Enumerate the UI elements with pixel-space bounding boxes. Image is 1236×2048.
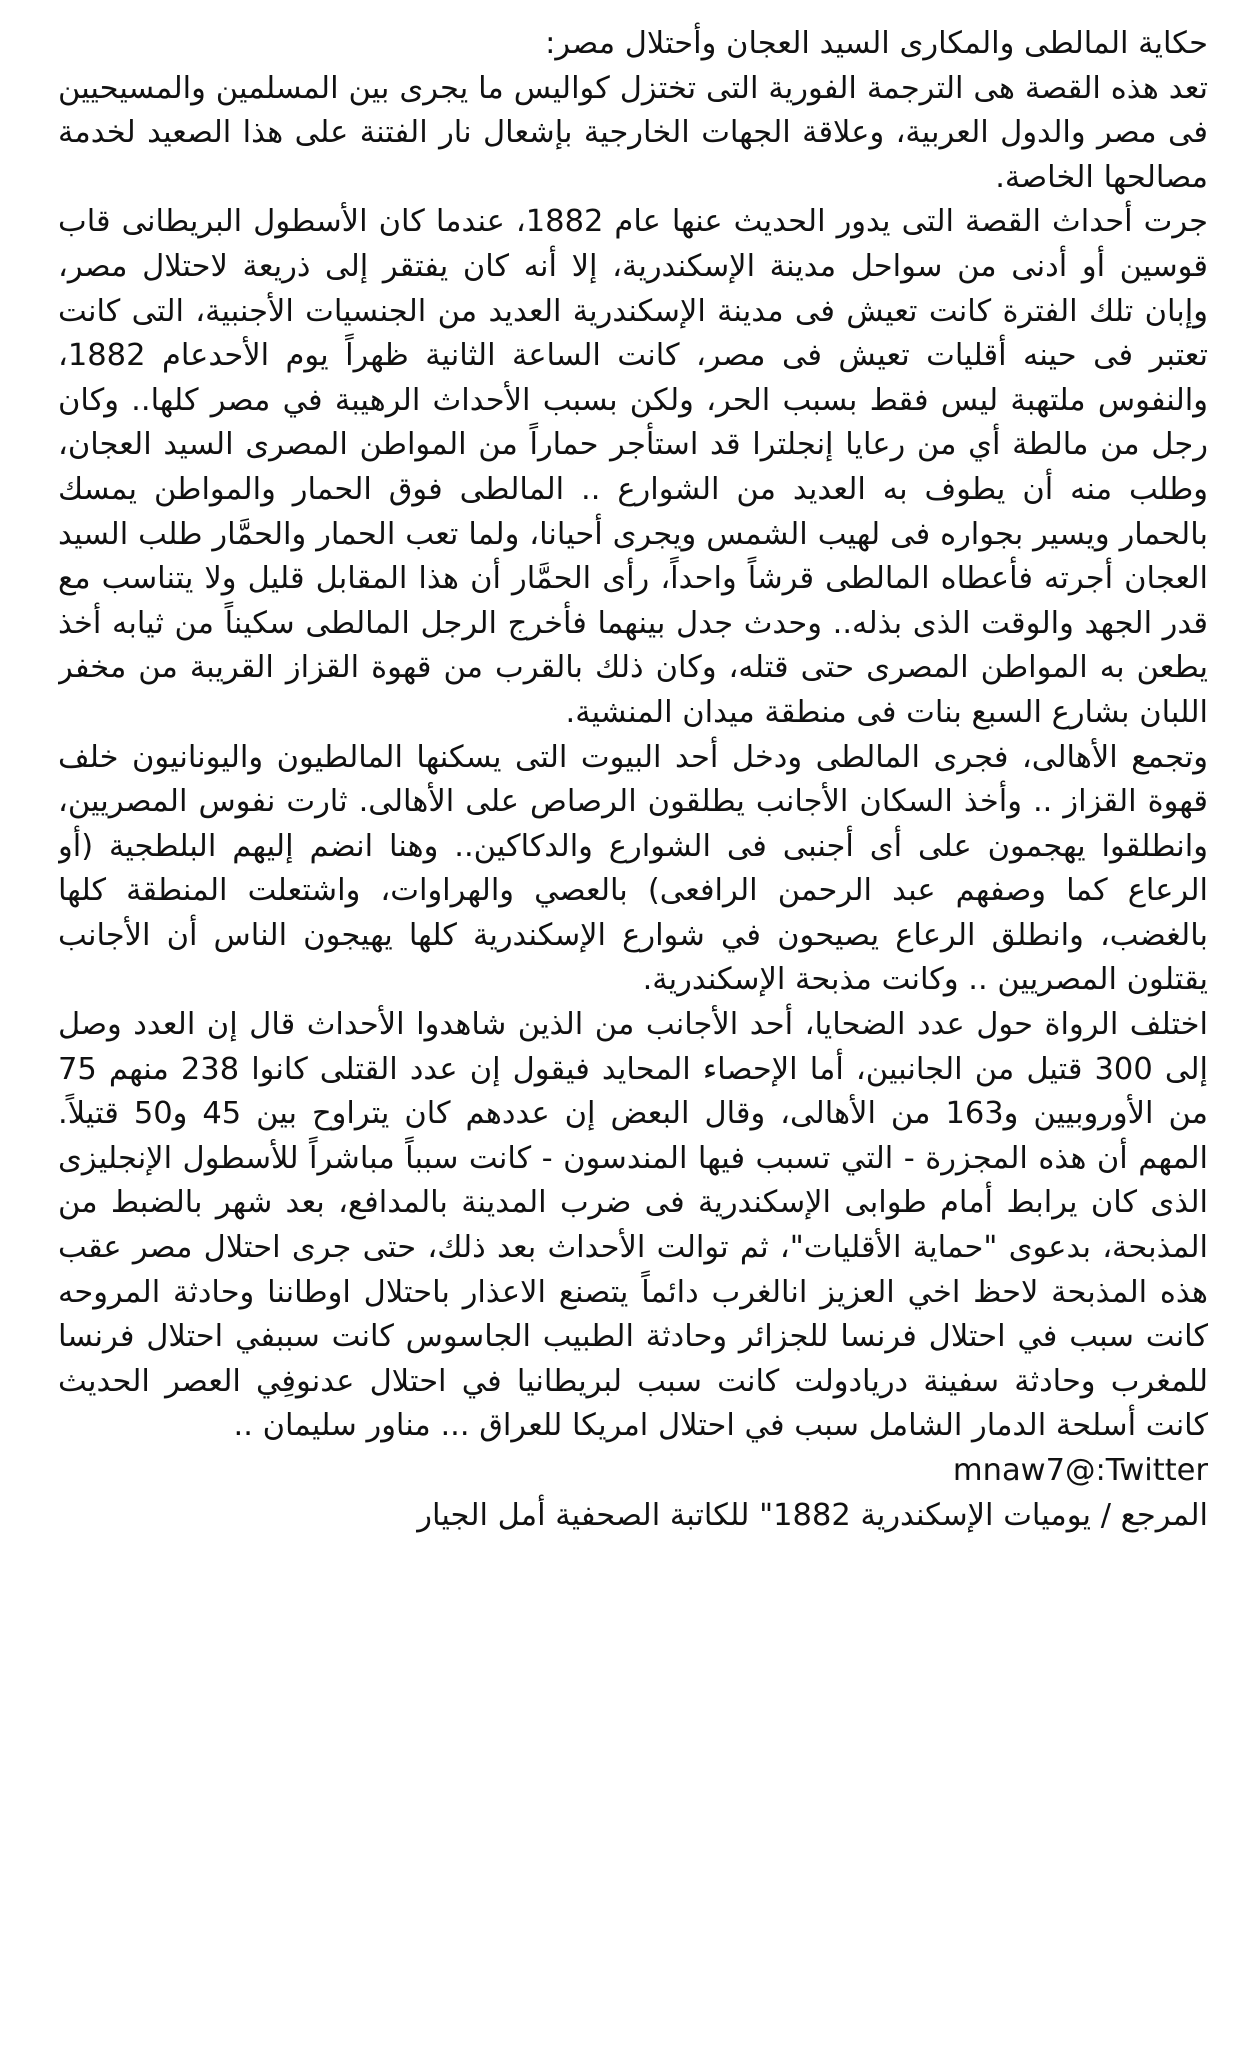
paragraph-riot: وتجمع الأهالى، فجرى المالطى ودخل أحد البيوت التى يسكنها المالطيون واليونانيون خلف قهوة القزاز .. وأخذ السكان الأجانب يطلقون الرصاص على الأهالى. ثارت نفوس المصريين، وانطلقوا يهجمون على أى أجنبى فى الشوارع والدكاكين.. وهنا انضم إليهم البلطجية (أو الرعاع كما وصفهم عبد الرحمن الرافعى) بالعصي والهراوات، واشتعلت المنطقة كلها بالغضب، وانطلق الرعاع يصيحون في شوارع الإسكندرية كلها يهيجون الناس أن الأجانب يقتلون المصريين .. وكانت مذبحة الإسكندرية. bbox=[58, 739, 1208, 998]
paragraph-intro: تعد هذه القصة هى الترجمة الفورية التى تختزل كواليس ما يجرى بين المسلمين والمسيحيين فى مصر والدول العربية، وعلاقة الجهات الخارجية بإشعال نار الفتنة على هذا الصعيد لخدمة مصالحها الخاصة. bbox=[58, 70, 1208, 195]
twitter-handle: mnaw7@:Twitter bbox=[952, 1453, 1208, 1488]
article-title: حكاية المالطى والمكارى السيد العجان وأحتلال مصر: bbox=[545, 26, 1208, 61]
paragraph-story: جرت أحداث القصة التى يدور الحديث عنها عام 1882، عندما كان الأسطول البريطانى قاب قوسين أو أدنى من سواحل مدينة الإسكندرية، إلا أنه كان يفتقر إلى ذريعة لاحتلال مصر، وإبان تلك الفترة كانت تعيش فى مدينة الإسكندرية العديد من الجنسيات الأجنبية، التى كانت تعتبر فى حينه أقليات تعيش فى مصر، كانت الساعة الثانية ظهراً يوم الأحدعام 1882، والنفوس ملتهبة ليس فقط بسبب الحر، ولكن بسبب الأحداث الرهيبة في مصر كلها.. وكان رجل من مالطة أي من رعايا إنجلترا قد استأجر حماراً من المواطن المصرى السيد العجان، وطلب منه أن يطوف به العديد من الشوارع .. المالطى فوق الحمار والمواطن يمسك بالحمار ويسير بجواره فى لهيب الشمس ويجرى أحيانا، ولما تعب الحمار والحمَّار طلب السيد العجان أجرته فأعطاه المالطى قرشاً واحداً، رأى الحمَّار أن هذا المقابل قليل ولا يتناسب مع قدر الجهد والوقت الذى بذله.. وحدث جدل بينهما فأخرج الرجل المالطى سكيناً من ثيابه أخذ يطعن به المواطن المصرى حتى قتله، وكان ذلك بالقرب من قهوة القزاز القريبة من مخفر اللبان بشارع السبع بنات فى منطقة ميدان المنشية. bbox=[58, 204, 1208, 730]
paragraph-aftermath: اختلف الرواة حول عدد الضحايا، أحد الأجانب من الذين شاهدوا الأحداث قال إن العدد وصل إلى 300 قتيل من الجانبين، أما الإحصاء المحايد فيقول إن عدد القتلى كانوا 238 منهم 75 من الأوروبيين و163 من الأهالى، وقال البعض إن عددهم كان يتراوح بين 45 و50 قتيلاً. المهم أن هذه المجزرة - التي تسبب فيها المندسون - كانت سبباً مباشراً للأسطول الإنجليزى الذى كان يرابط أمام طوابى الإسكندرية فى ضرب المدينة بالمدافع، بعد شهر بالضبط من المذبحة، بدعوى "حماية الأقليات"، ثم توالت الأحداث بعد ذلك، حتى جرى احتلال مصر عقب هذه المذبحة لاحظ اخي العزيز انالغرب دائماً يتصنع الاعذار باحتلال اوطاننا وحادثة المروحه كانت سبب في احتلال فرنسا للجزائر وحادثة الطبيب الجاسوس كانت سببفي احتلال فرنسا للمغرب وحادثة سفينة دريادولت كانت سبب لبريطانيا في احتلال عدنوفِي العصر الحديث كانت أسلحة الدمار الشامل سبب في احتلال امريكا للعراق ... مناور سليمان .. bbox=[58, 1007, 1208, 1444]
article-body bbox=[58, 22, 1208, 2032]
reference-line: المرجع / يوميات الإسكندرية 1882" للكاتبة الصحفية أمل الجيار bbox=[417, 1497, 1208, 1533]
